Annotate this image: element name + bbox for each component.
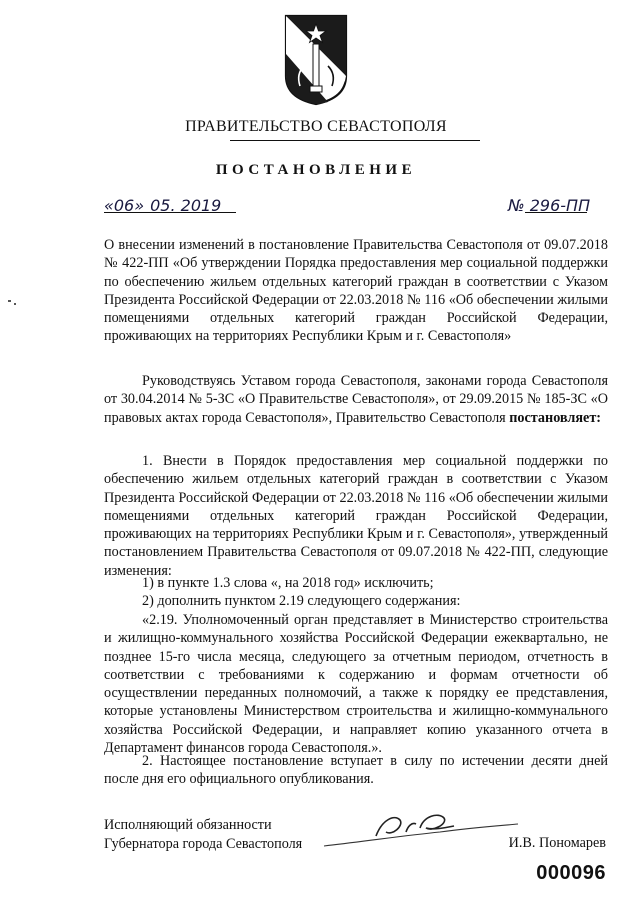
clause-2-19-text: «2.19. Уполномоченный орган представляет в Министерство строительства и жилищно-коммунального хозяйства Российской Федерации ежеквартально, не позднее 15-го числа месяца, следующего за отчетным периодом, отчетность в соответствии с требованиями к содержанию и формам отчетности об осуществлении переданных полномочий, а также к порядку ее представления, которые установлены Министерством строительства и жилищно-коммунального хозяйства Российской Федерации, и направляет копию указанного отчета в Департамент финансов города Севастополя.». — [104, 612, 608, 757]
signatory-position-line-2: Губернатора города Севастополя — [104, 836, 303, 852]
title-divider — [230, 140, 480, 141]
scan-speck — [14, 303, 16, 305]
organization-title: ПРАВИТЕЛЬСТВО СЕВАСТОПОЛЯ — [185, 118, 447, 135]
date-month-year: 05. 2019 — [150, 196, 222, 215]
document-type-heading: ПОСТАНОВЛЕНИЕ — [215, 162, 417, 178]
signatory-position-line-1: Исполняющий обязанности — [104, 817, 272, 833]
document-serial-number: 000096 — [536, 862, 606, 884]
resolves-word: постановляет: — [509, 409, 602, 426]
document-number: № 296-ПП — [508, 196, 591, 215]
signatory-name: И.В. Пономарев — [508, 835, 606, 851]
preamble-paragraph — [104, 372, 608, 427]
item-1-subitem-1: 1) в пункте 1.3 слова «, на 2018 год» исключить; — [142, 575, 434, 591]
preamble-text: Руководствуясь Уставом города Севастополя, законами города Севастополя от 30.04.2014 № 5-ЗС «О Правительстве Севастополя», от 29.09.2015 № 185-ЗС «О правовых актах города Севастополя», Правительство Севастополя — [104, 373, 608, 426]
date-underline — [104, 212, 236, 213]
handwritten-signature — [320, 806, 520, 854]
coat-of-arms-icon — [284, 14, 348, 106]
document-subject: О внесении изменений в постановление Правительства Севастополя от 09.07.2018 № 422-ПП «Об утверждении Порядка предоставления мер социальной поддержки по обеспечению жильем отдельных категорий граждан в соответствии с Указом Президента Российской Федерации от 22.03.2018 № 116 «Об обеспечении жилыми помещениями отдельных категорий граждан Российской Федерации, проживающих на территориях Республики Крым и г. Севастополя» — [104, 237, 608, 345]
signatory-position — [104, 816, 302, 854]
scan-speck — [8, 300, 11, 302]
item-1-paragraph: 1. Внести в Порядок предоставления мер социальной поддержки по обеспечению жильем отдельных категорий граждан в соответствии с Указом Президента Российской Федерации от 22.03.2018 № 116 «Об обеспечении жилыми помещениями отдельных категорий граждан Российской Федерации, проживающих на территориях Республики Крым и г. Севастополя», утвержденный постановлением Правительства Севастополя от 09.07.2018 № 422-ПП, следующие изменения: — [104, 453, 608, 579]
item-2-paragraph: 2. Настоящее постановление вступает в силу по истечении десяти дней после дня его официального опубликования. — [104, 753, 608, 788]
date-day: «06» — [104, 196, 145, 215]
item-1-subitem-2: 2) дополнить пунктом 2.19 следующего содержания: — [142, 593, 461, 609]
number-underline — [525, 212, 587, 213]
